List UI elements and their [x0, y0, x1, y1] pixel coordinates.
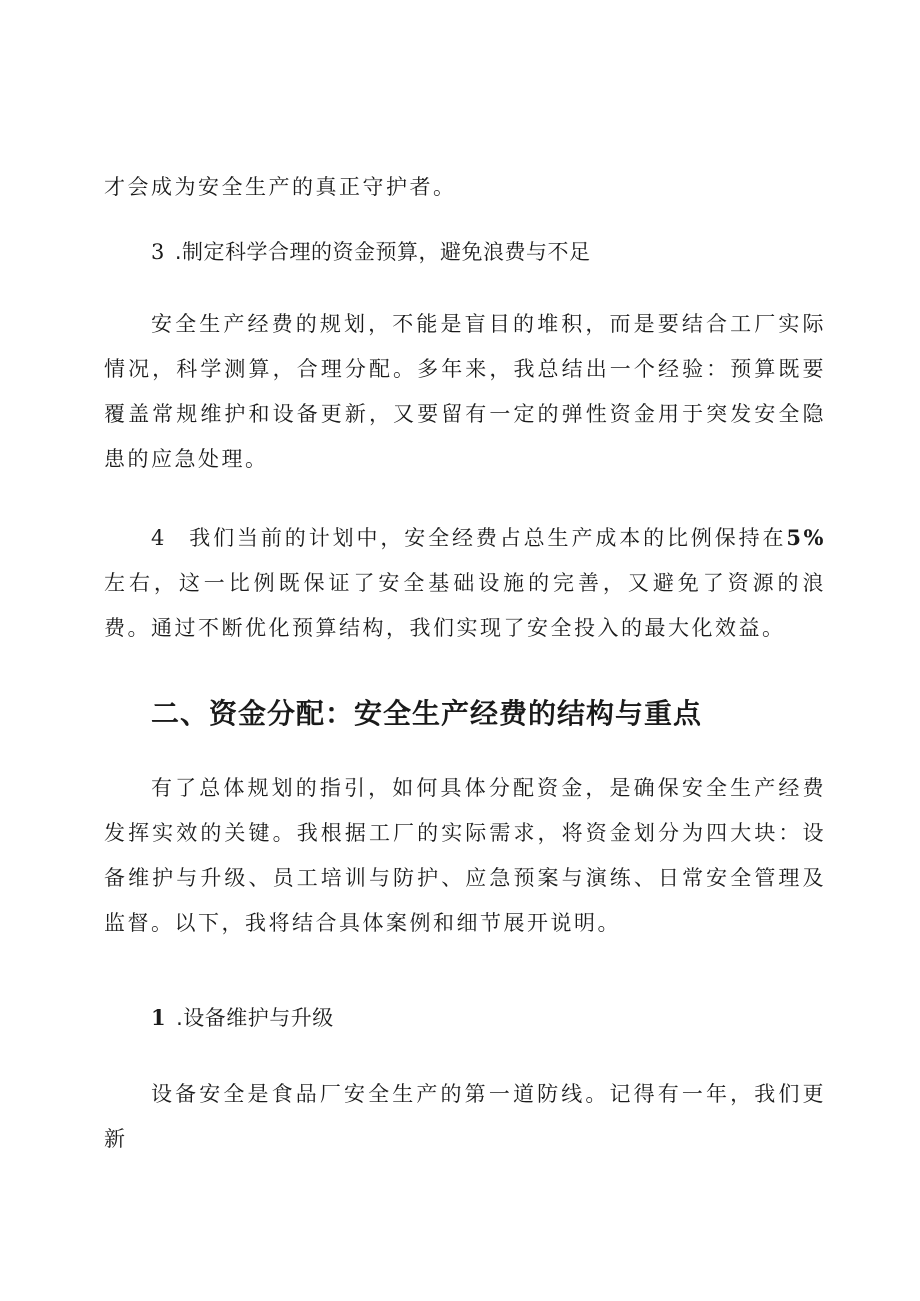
paragraph-equipment: 设备安全是食品厂安全生产的第一道防线。记得有一年，我们更新: [104, 1082, 826, 1151]
subheading-1-number: 1: [151, 1005, 167, 1030]
paragraph-section-2: 有了总体规划的指引，如何具体分配资金，是确保安全生产经费发挥实效的关键。我根据工厂的实际需求，将资金划分为四大块：设备维护与升级、员工培训与防护、应急预案与演练、日常安全管理及监督。以下，我将结合具体案例和细节展开说明。: [104, 776, 826, 935]
paragraph-budget: 安全生产经费的规划，不能是盲目的堆积，而是要结合工厂实际情况，科学测算，合理分配。多年来，我总结出一个经验：预算既要覆盖常规维护和设备更新，又要留有一定的弹性资金用于突发安全隐患的应急处理。: [104, 312, 826, 471]
subheading-1-text: .设备维护与升级: [176, 1006, 334, 1030]
paragraph-4-number: 4: [151, 526, 167, 550]
paragraph-intro: 才会成为安全生产的真正守护者。: [104, 175, 457, 199]
subheading-3: [151, 237, 591, 267]
subheading-1: [151, 1003, 334, 1033]
section-2-heading: 二、资金分配：安全生产经费的结构与重点: [151, 697, 703, 730]
paragraph-4: [104, 515, 826, 651]
subheading-3-text: .制定科学合理的资金预算，避免浪费与不足: [174, 240, 591, 264]
paragraph-4-text-before: 我们当前的计划中，安全经费占总生产成本的比例保持在: [188, 526, 787, 550]
paragraph-4-percent: 5%: [786, 525, 826, 550]
subheading-3-number: 3: [151, 240, 165, 264]
paragraph-4-text-after: 左右，这一比例既保证了安全基础设施的完善，又避免了资源的浪费。通过不断优化预算结构，我们实现了安全投入的最大化效益。: [104, 571, 826, 640]
